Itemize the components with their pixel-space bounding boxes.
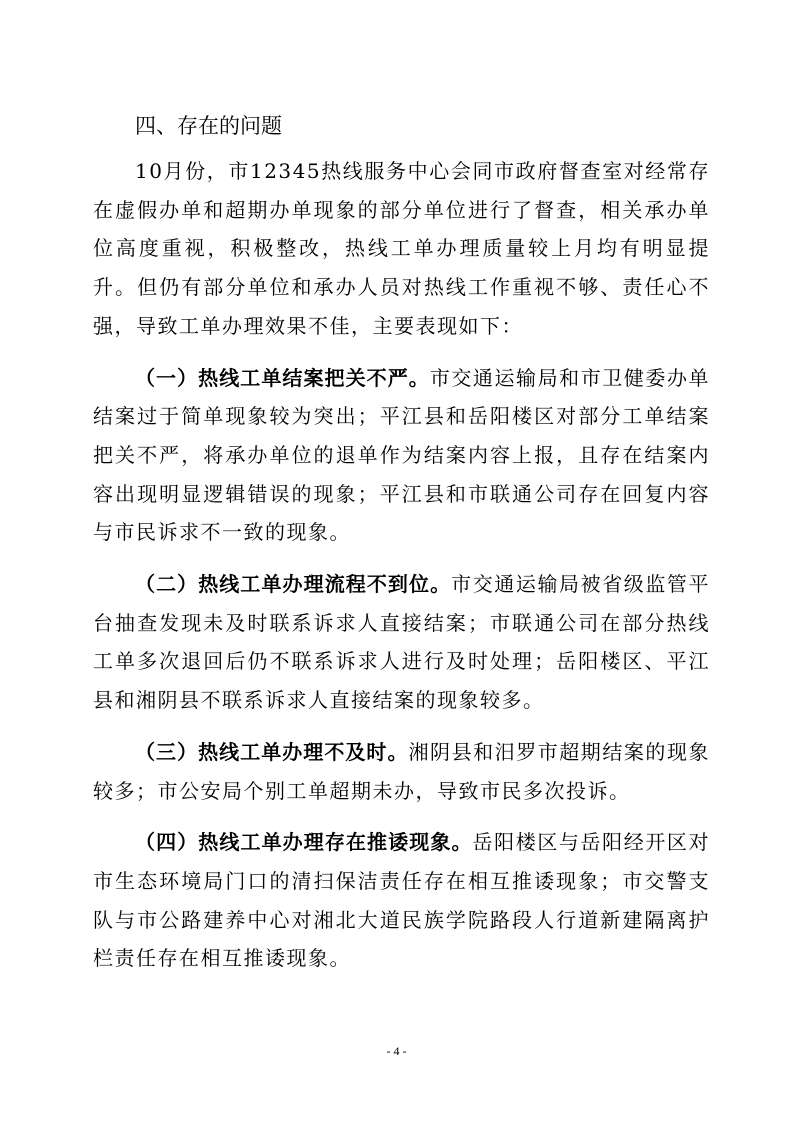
paragraph-lead: （一）热线工单结案把关不严。 xyxy=(135,365,430,390)
paragraph-text: 市交通运输局和市卫健委办单结案过于简单现象较为突出；平江县和岳阳楼区对部分工单结案把关不严，将承办单位的退单作为结案内容上报，且存在结案内容出现明显逻辑错误的现象；平江县和市联通公司存在回复内容与市民诉求不一致的现象。 xyxy=(93,365,711,545)
paragraph-issue-2 xyxy=(93,565,710,720)
paragraph-issue-4 xyxy=(93,823,710,978)
document-body xyxy=(93,107,710,991)
paragraph-intro xyxy=(93,152,710,346)
paragraph-issue-1 xyxy=(93,359,710,553)
paragraph-text: 市交通运输局被省级监管平台抽查发现未及时联系诉求人直接结案；市联通公司在部分热线工单多次退回后仍不联系诉求人进行及时处理；岳阳楼区、平江县和湘阴县不联系诉求人直接结案的现象较多。 xyxy=(93,572,711,713)
page-number: - 4 - xyxy=(386,1044,407,1058)
paragraph-text: 10月份，市12345热线服务中心会同市政府督查室对经常存在虚假办单和超期办单现象的部分单位进行了督查，相关承办单位高度重视，积极整改，热线工单办理质量较上月均有明显提升。但仍有部分单位和承办人员对热线工作重视不够、责任心不强，导致工单办理效果不佳，主要表现如下： xyxy=(93,159,710,338)
paragraph-text: 岳阳楼区与岳阳经开区对市生态环境局门口的清扫保洁责任存在相互推诿现象；市交警支队与市公路建养中心对湘北大道民族学院路段人行道新建隔离护栏责任存在相互推诿现象。 xyxy=(93,830,711,971)
paragraph-issue-3 xyxy=(93,733,710,810)
paragraph-lead: （四）热线工单办理存在推诿现象。 xyxy=(135,830,473,855)
paragraph-lead: （三）热线工单办理不及时。 xyxy=(135,739,409,764)
paragraph-lead: （二）热线工单办理流程不到位。 xyxy=(135,572,452,597)
section-heading: 四、存在的问题 xyxy=(135,114,282,138)
paragraph-text: 湘阴县和汨罗市超期结案的现象较多；市公安局个别工单超期未办，导致市民多次投诉。 xyxy=(93,739,710,803)
